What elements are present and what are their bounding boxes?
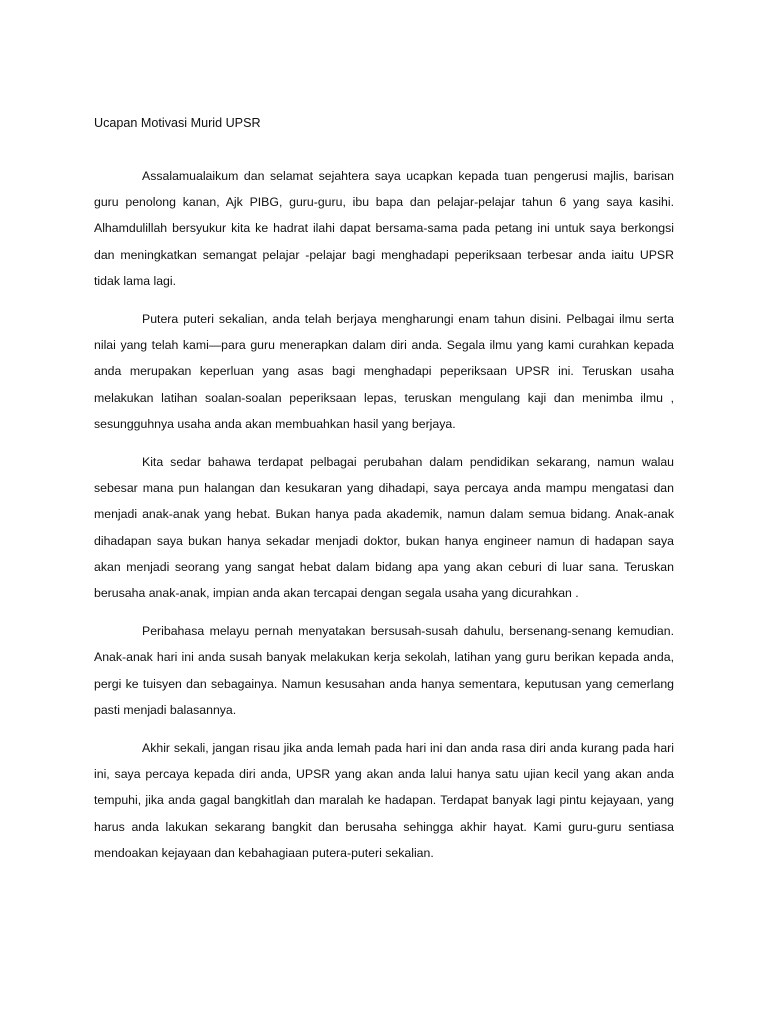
- document-body: [94, 163, 674, 866]
- paragraph-achievement: Putera puteri sekalian, anda telah berjaya mengharungi enam tahun disini. Pelbagai ilmu serta nilai yang telah kami—para guru menerapkan dalam diri anda. Segala ilmu yang kami curahkan kepada anda merupakan keperluan yang asas bagi menghadapi peperiksaan UPSR ini. Teruskan usaha melakukan latihan soalan-soalan peperiksaan lepas, teruskan mengulang kaji dan menimba ilmu , sesungguhnya usaha anda akan membuahkan hasil yang berjaya.: [94, 312, 674, 431]
- paragraph-encouragement: Kita sedar bahawa terdapat pelbagai perubahan dalam pendidikan sekarang, namun walau sebesar mana pun halangan dan kesukaran yang dihadapi, saya percaya anda mampu mengatasi dan menjadi anak-anak yang hebat. Bukan hanya pada akademik, namun dalam semua bidang. Anak-anak dihadapan saya bukan hanya sekadar menjadi doktor, bukan hanya engineer namun di hadapan saya akan menjadi seorang yang sangat hebat dalam bidang apa yang akan ceburi di luar sana. Teruskan berusaha anak-anak, impian anda akan tercapai dengan segala usaha yang dicurahkan .: [94, 455, 674, 601]
- paragraph-greeting: Assalamualaikum dan selamat sejahtera saya ucapkan kepada tuan pengerusi majlis, barisan guru penolong kanan, Ajk PIBG, guru-guru, ibu bapa dan pelajar-pelajar tahun 6 yang saya kasihi. Alhamdulillah bersyukur kita ke hadrat ilahi dapat bersama-sama pada petang ini untuk saya berkongsi dan meningkatkan semangat pelajar -pelajar bagi menghadapi peperiksaan terbesar anda iaitu UPSR tidak lama lagi.: [94, 169, 674, 288]
- document-title: Ucapan Motivasi Murid UPSR: [94, 116, 261, 130]
- paragraph-proverb: Peribahasa melayu pernah menyatakan bersusah-susah dahulu, bersenang-senang kemudian. Anak-anak hari ini anda susah banyak melakukan kerja sekolah, latihan yang guru berikan kepada anda, pergi ke tuisyen dan sebagainya. Namun kesusahan anda hanya sementara, keputusan yang cemerlang pasti menjadi balasannya.: [94, 624, 674, 717]
- paragraph-closing: Akhir sekali, jangan risau jika anda lemah pada hari ini dan anda rasa diri anda kurang pada hari ini, saya percaya kepada diri anda, UPSR yang akan anda lalui hanya satu ujian kecil yang akan anda tempuhi, jika anda gagal bangkitlah dan maralah ke hadapan. Terdapat banyak lagi pintu kejayaan, yang harus anda lakukan sekarang bangkit dan berusaha sehingga akhir hayat. Kami guru-guru sentiasa mendoakan kejayaan dan kebahagiaan putera-puteri sekalian.: [94, 741, 674, 860]
